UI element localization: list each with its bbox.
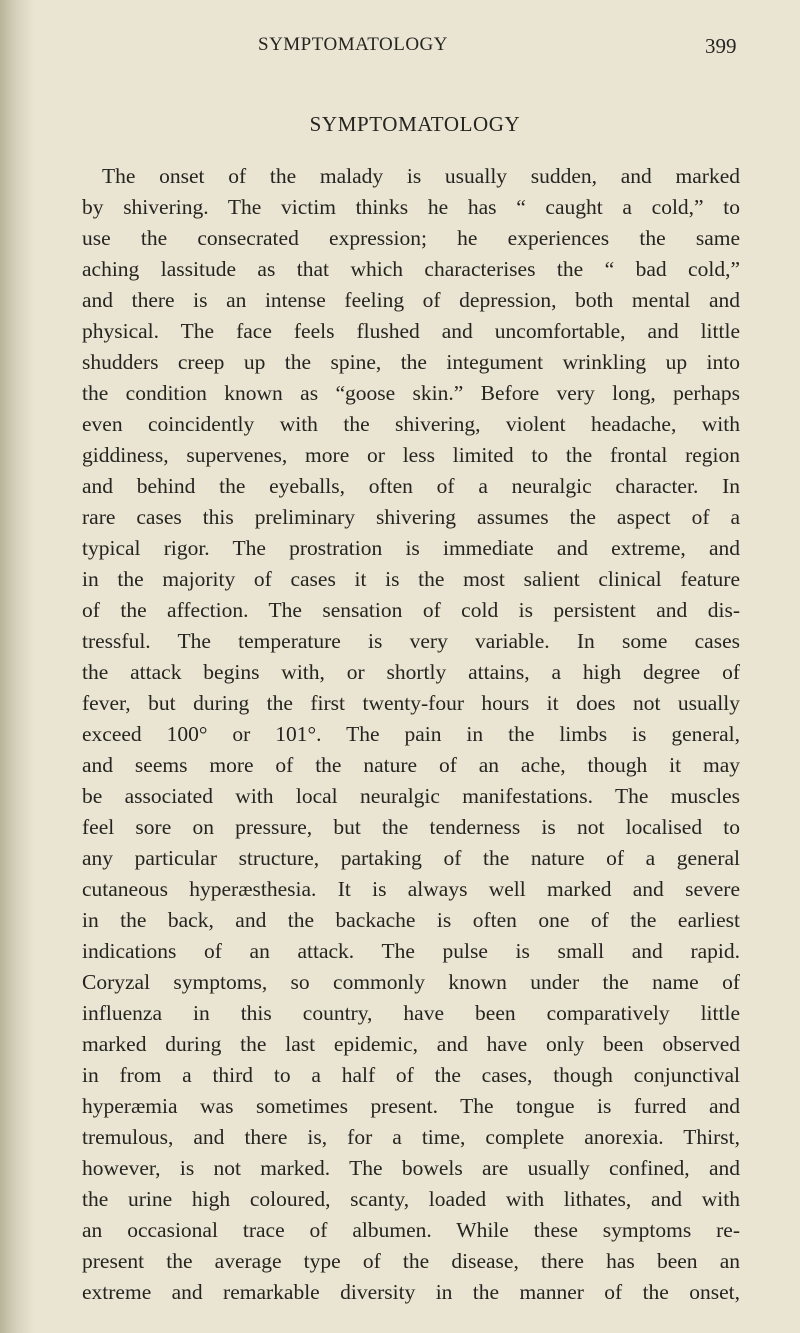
text-line: typical rigor. The prostration is immediate and extreme, and — [82, 536, 740, 560]
text-line: aching lassitude as that which characterises the “ bad cold,” — [82, 257, 740, 281]
text-line: indications of an attack. The pulse is small and rapid. — [82, 939, 740, 963]
text-line: of the affection. The sensation of cold is persistent and dis- — [82, 598, 740, 622]
page-number: 399 — [705, 34, 737, 58]
text-line: tressful. The temperature is very variable. In some cases — [82, 629, 740, 653]
text-line: marked during the last epidemic, and have only been observed — [82, 1032, 740, 1056]
text-line: present the average type of the disease, there has been an — [82, 1249, 740, 1273]
text-line: cutaneous hyperæsthesia. It is always well marked and severe — [82, 877, 740, 901]
text-line: in from a third to a half of the cases, though conjunctival — [82, 1063, 740, 1087]
page-gutter-shadow — [0, 0, 34, 1333]
running-head — [0, 34, 800, 64]
text-line: shudders creep up the spine, the integument wrinkling up into — [82, 350, 740, 374]
section-title: SYMPTOMATOLOGY — [309, 112, 521, 136]
text-line: feel sore on pressure, but the tenderness is not localised to — [82, 815, 740, 839]
text-line: be associated with local neuralgic manifestations. The muscles — [82, 784, 740, 808]
text-line: the condition known as “goose skin.” Before very long, perhaps — [82, 381, 740, 405]
body-paragraph — [82, 161, 740, 1308]
text-line: giddiness, supervenes, more or less limited to the frontal region — [82, 443, 740, 467]
text-line: tremulous, and there is, for a time, complete anorexia. Thirst, — [82, 1125, 740, 1149]
text-line: the attack begins with, or shortly attains, a high degree of — [82, 660, 740, 684]
text-line: rare cases this preliminary shivering assumes the aspect of a — [82, 505, 740, 529]
text-line: an occasional trace of albumen. While these symptoms re- — [82, 1218, 740, 1242]
text-line: The onset of the malady is usually sudden, and marked — [102, 164, 740, 188]
text-line: even coincidently with the shivering, violent headache, with — [82, 412, 740, 436]
text-line: Coryzal symptoms, so commonly known under the name of — [82, 970, 740, 994]
text-line: in the back, and the backache is often one of the earliest — [82, 908, 740, 932]
text-line: and there is an intense feeling of depression, both mental and — [82, 288, 740, 312]
text-line: influenza in this country, have been comparatively little — [82, 1001, 740, 1025]
text-line: physical. The face feels flushed and uncomfortable, and little — [82, 319, 740, 343]
text-line: hyperæmia was sometimes present. The tongue is furred and — [82, 1094, 740, 1118]
running-head-title: SYMPTOMATOLOGY — [258, 34, 448, 55]
text-line: any particular structure, partaking of the nature of a general — [82, 846, 740, 870]
text-line: exceed 100° or 101°. The pain in the limbs is general, — [82, 722, 740, 746]
text-line: use the consecrated expression; he experiences the same — [82, 226, 740, 250]
text-line: and seems more of the nature of an ache, though it may — [82, 753, 740, 777]
text-line: by shivering. The victim thinks he has “ caught a cold,” to — [82, 195, 740, 219]
text-line: the urine high coloured, scanty, loaded with lithates, and with — [82, 1187, 740, 1211]
text-line: fever, but during the first twenty-four hours it does not usually — [82, 691, 740, 715]
text-line: extreme and remarkable diversity in the manner of the onset, — [82, 1280, 740, 1304]
text-line: and behind the eyeballs, often of a neuralgic character. In — [82, 474, 740, 498]
text-line: in the majority of cases it is the most salient clinical feature — [82, 567, 740, 591]
text-line: however, is not marked. The bowels are usually confined, and — [82, 1156, 740, 1180]
